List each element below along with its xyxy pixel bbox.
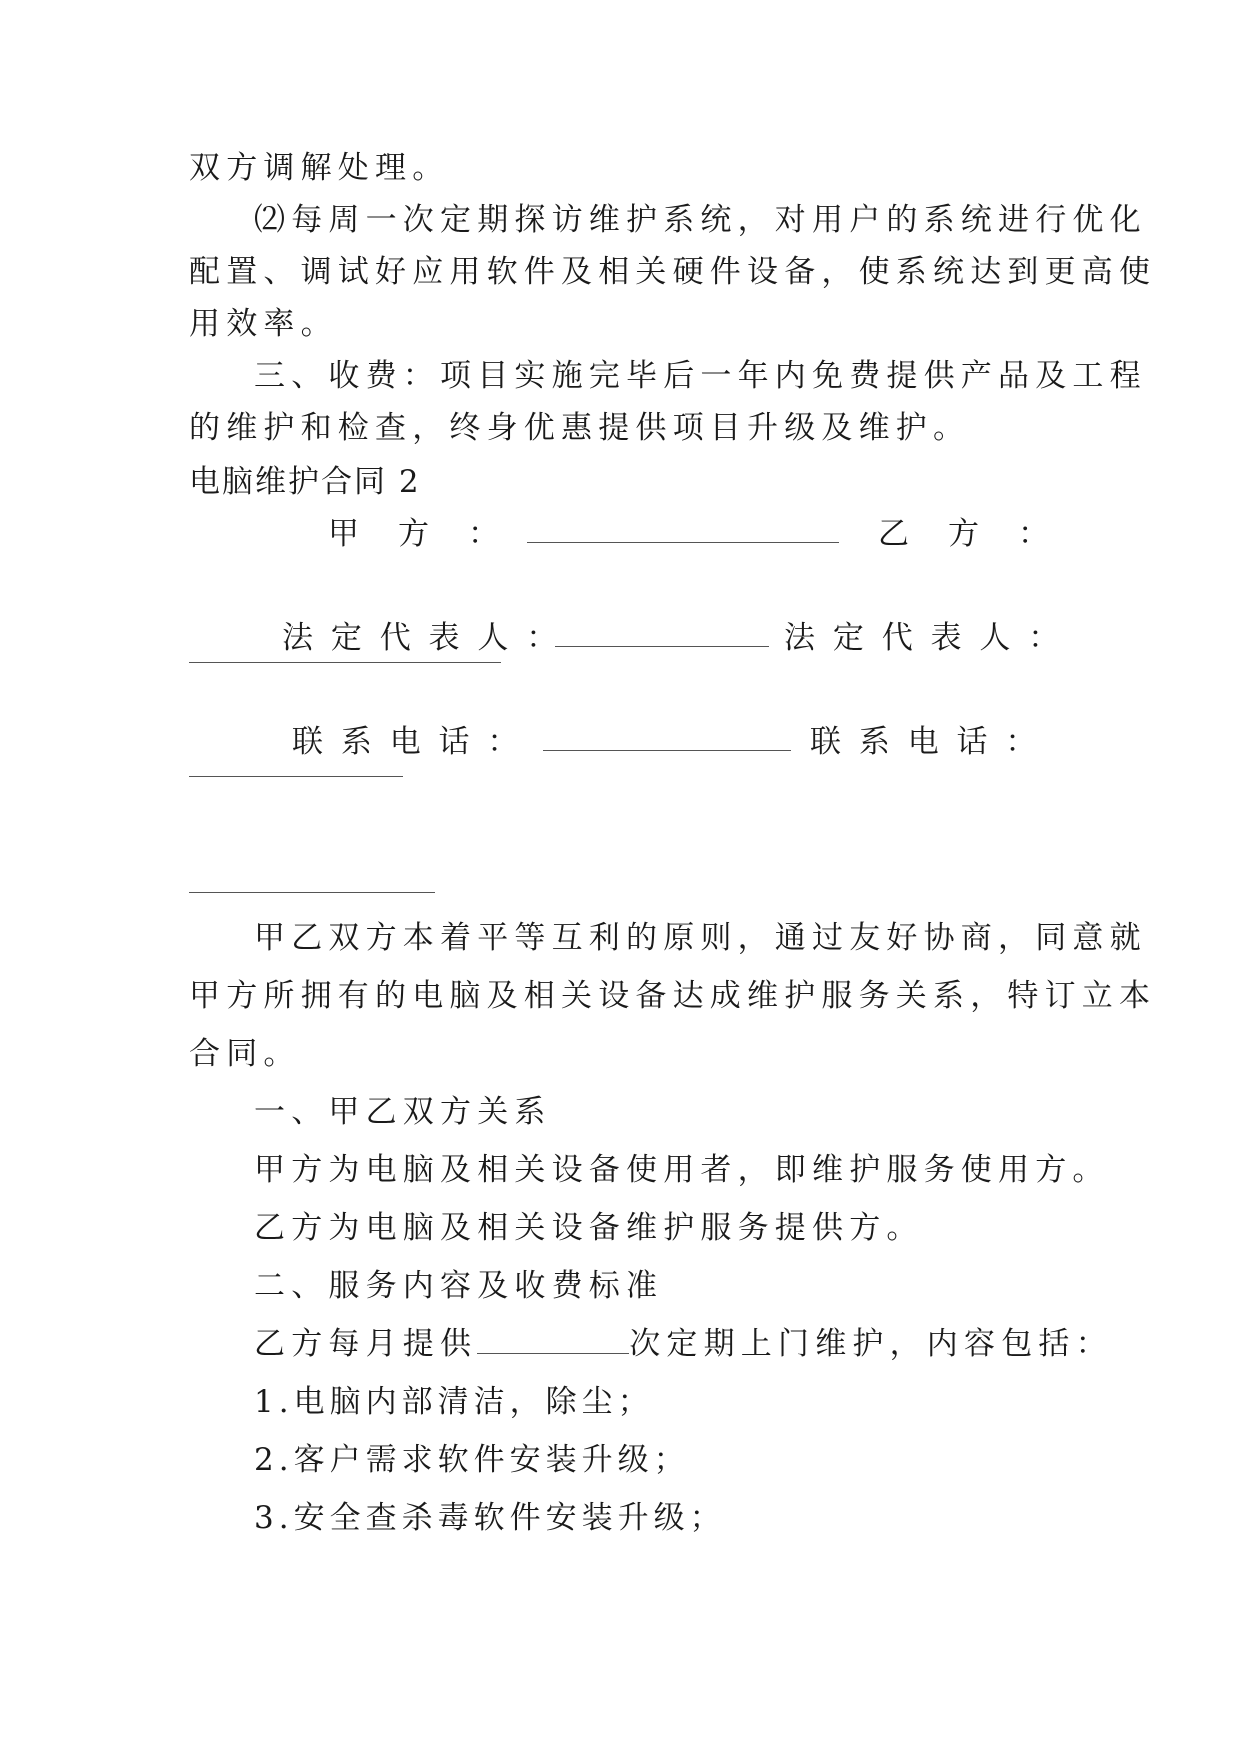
phone-a-field[interactable] xyxy=(543,722,791,751)
legal-rep-b-label: 法 定 代 表 人 ： xyxy=(784,620,1064,656)
paragraph-line: 配置、调试好应用软件及相关硬件设备，使系统达到更高使 xyxy=(189,254,1157,290)
party-a-label: 甲 方 ： xyxy=(328,516,503,552)
monthly-visit-suffix: 次定期上门维护，内容包括： xyxy=(629,1326,1113,1362)
party-b-label: 乙 方 ： xyxy=(878,516,1053,552)
list-item: 2.客户需求软件安装升级； xyxy=(254,1442,690,1478)
legal-rep-b-field[interactable] xyxy=(189,776,403,777)
monthly-visit-prefix: 乙方每月提供 xyxy=(254,1326,478,1362)
intro-line: 合同。 xyxy=(189,1036,301,1072)
monthly-visit-line xyxy=(254,1324,1113,1364)
paragraph-line: 双方调解处理。 xyxy=(189,150,450,186)
intro-line: 甲乙双方本着平等互利的原则，通过友好协商，同意就 xyxy=(254,920,1147,956)
paragraph-line: 乙方为电脑及相关设备维护服务提供方。 xyxy=(254,1210,924,1246)
party-b-field[interactable] xyxy=(189,662,501,663)
contract-title: 电脑维护合同 2 xyxy=(189,464,421,500)
paragraph-line: 用效率。 xyxy=(189,306,338,342)
legal-rep-a-label: 法 定 代 表 人 ： xyxy=(282,620,562,656)
phone-b-label: 联 系 电 话 ： xyxy=(810,724,1041,760)
intro-line: 甲方所拥有的电脑及相关设备达成维护服务关系，特订立本 xyxy=(189,978,1157,1014)
paragraph-line: ⑵每周一次定期探访维护系统，对用户的系统进行优化 xyxy=(254,202,1147,238)
party-a-field[interactable] xyxy=(527,514,839,543)
list-item: 3.安全查杀毒软件安装升级； xyxy=(254,1500,726,1536)
phone-a-label: 联 系 电 话 ： xyxy=(292,724,523,760)
legal-rep-a-field[interactable] xyxy=(555,618,769,647)
section-heading: 一、甲乙双方关系 xyxy=(254,1094,552,1130)
list-item: 1.电脑内部清洁，除尘； xyxy=(254,1384,654,1420)
phone-b-field[interactable] xyxy=(189,892,435,893)
fee-clause-line: 的维护和检查，终身优惠提供项目升级及维护。 xyxy=(189,410,971,446)
fee-clause-line: 三、收费：项目实施完毕后一年内免费提供产品及工程 xyxy=(254,358,1147,394)
monthly-visit-count-field[interactable] xyxy=(477,1325,629,1354)
paragraph-line: 甲方为电脑及相关设备使用者，即维护服务使用方。 xyxy=(254,1152,1110,1188)
section-heading: 二、服务内容及收费标准 xyxy=(254,1268,664,1304)
